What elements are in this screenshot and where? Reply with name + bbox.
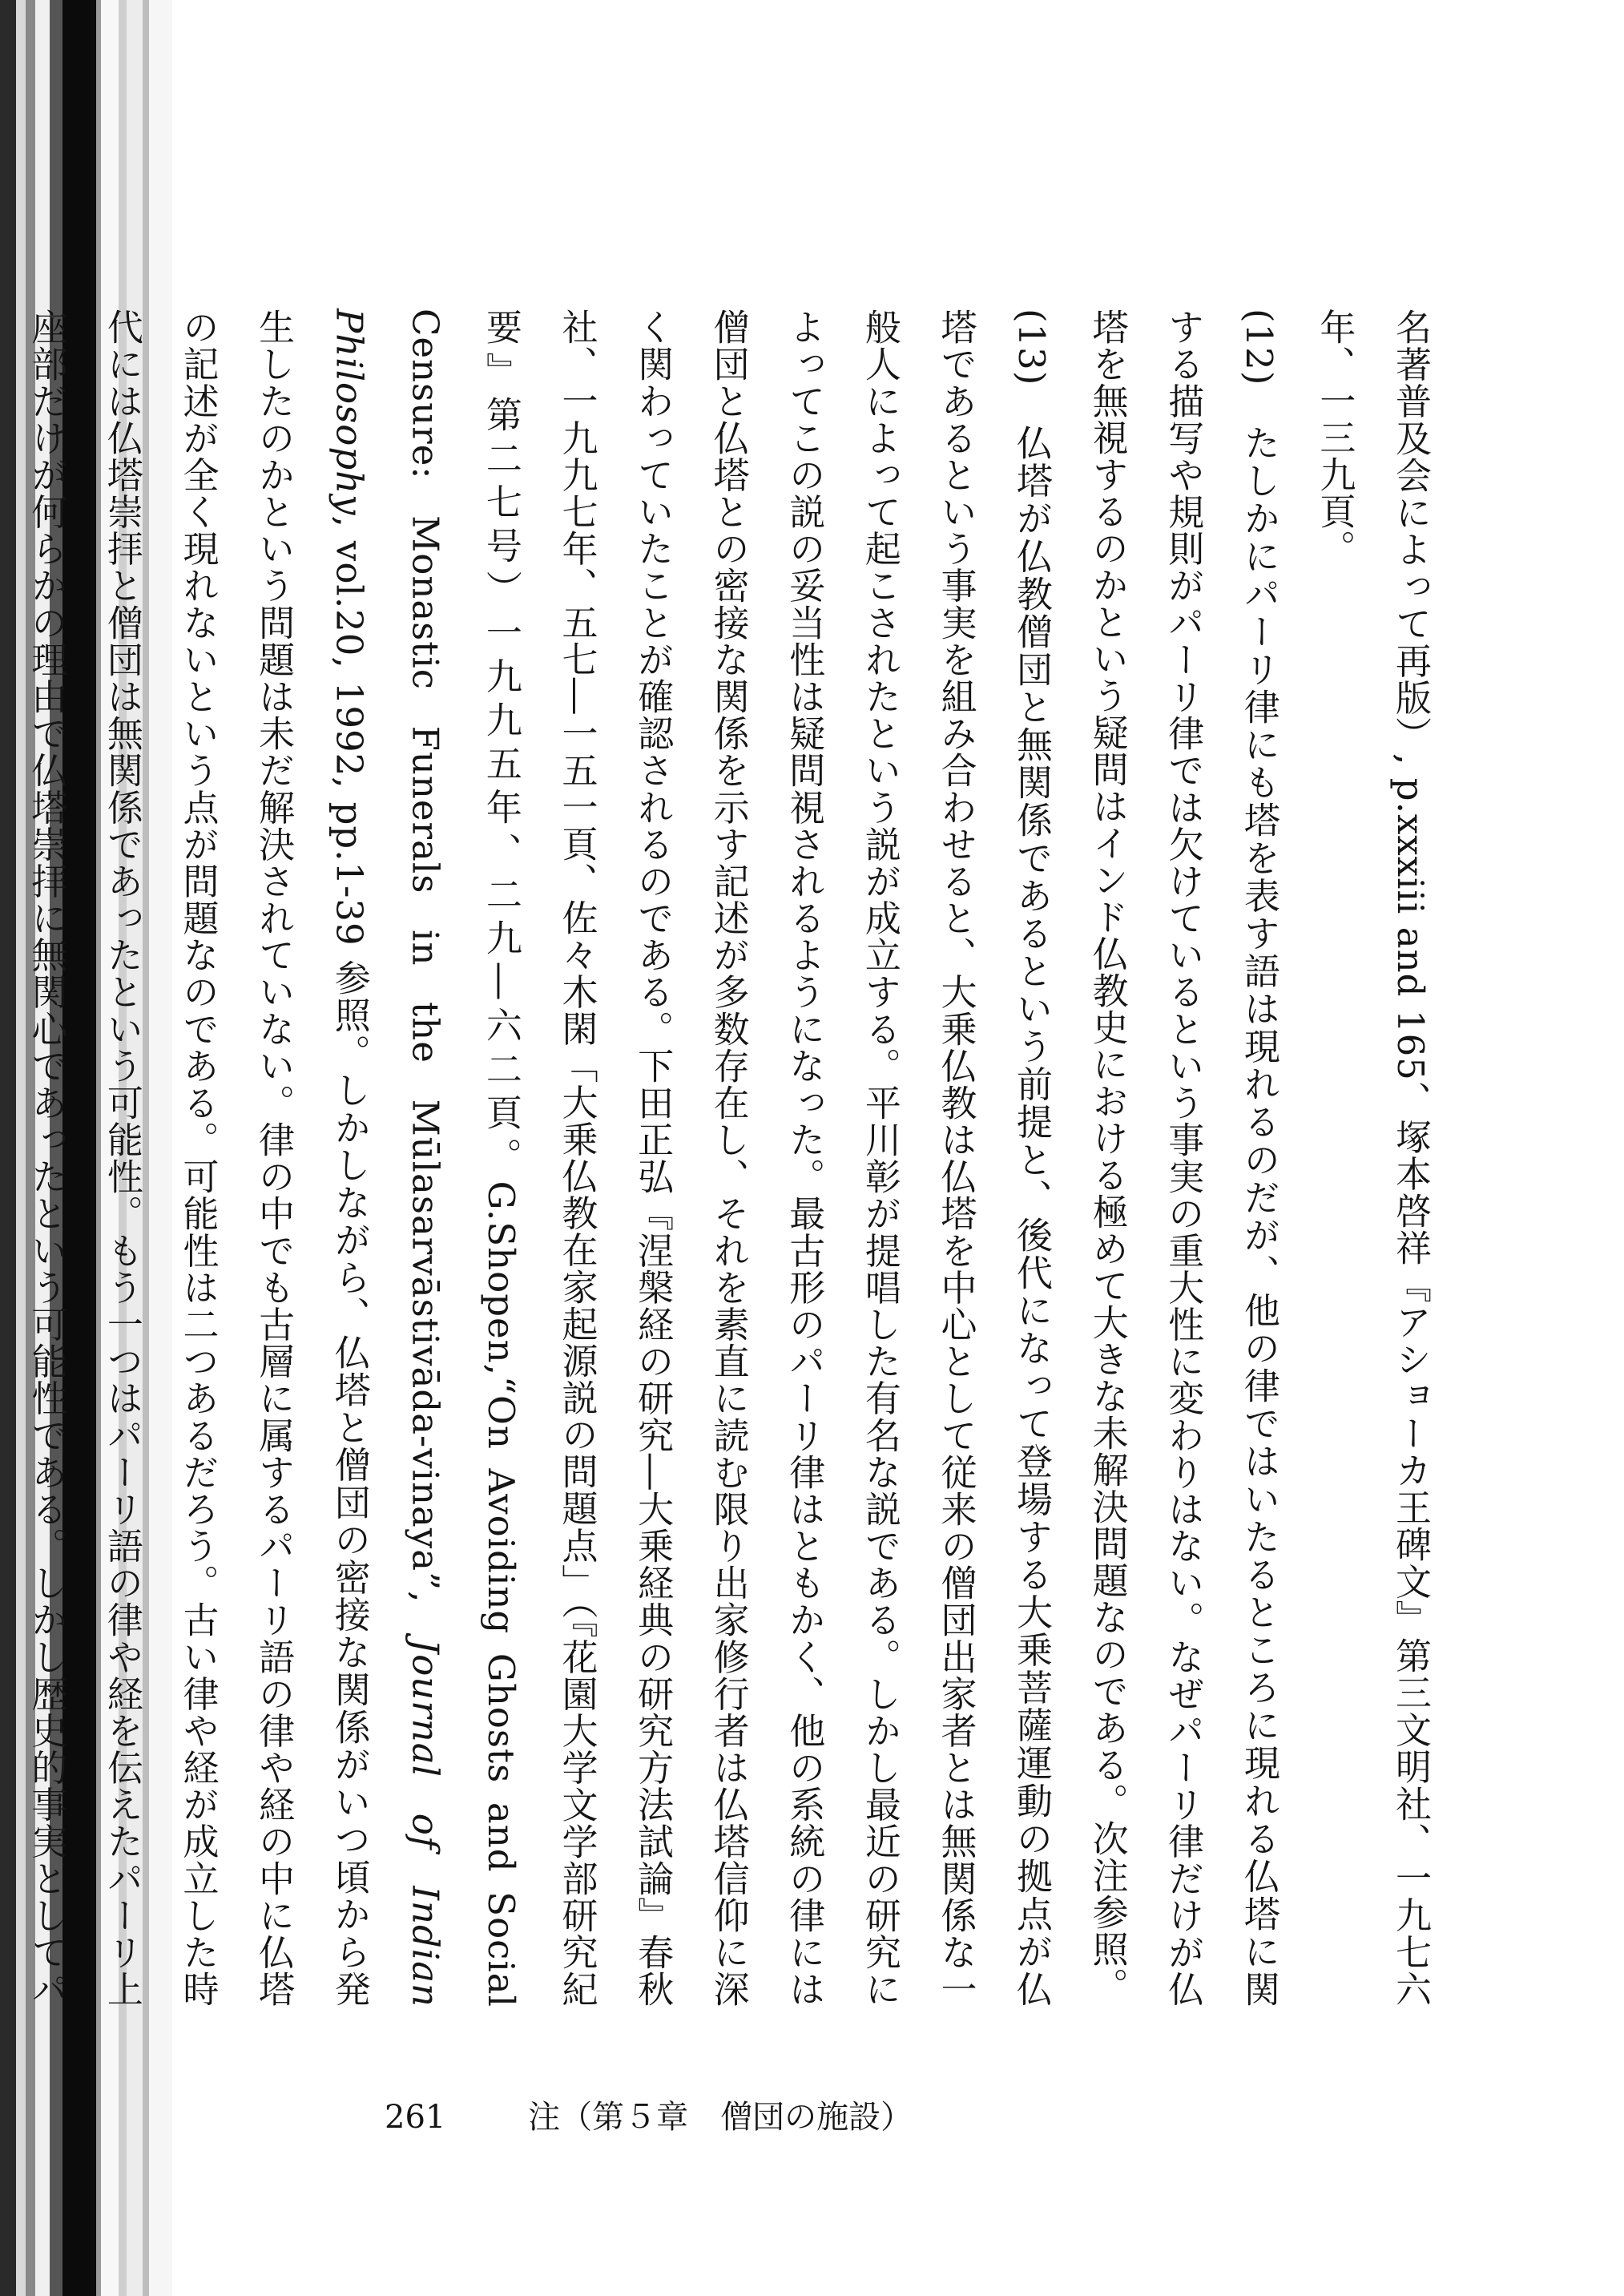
journal-title: Journal of Indian Philosophy — [328, 309, 447, 2008]
note-paragraph — [0, 309, 1069, 2007]
page-footer — [385, 2092, 913, 2137]
note-text: , vol.20, 1992, pp.1-39 参照。しかしながら、仏塔と僧団の密接な関係がいつ頃から発生したのかという問題は未だ解決されていない。律の中でも古層に属するパーリ語の律や経の中に仏塔の記述が全く現れないという点が問題なのである。可能性は二つあるだろう。古い律や経が成立した時代には仏塔崇拝と僧団は無関係であったという可能性。もう一つはパーリ語の律や経を伝えたパーリ上座部だけが何らかの理由で仏塔崇拝に無関心であったという可能性である。しかし歴史的事実としてパ — [25, 309, 371, 2007]
running-head: 注（第５章 僧団の施設） — [528, 2099, 913, 2136]
note-text: (13) 仏塔が仏教僧団と無関係であるという前提と、後代になって登場する大乗菩薩運動の拠点が仏塔であるという事実を組み合わせると、大乗仏教は仏塔を中心として従来の僧団出家者とは無関係な一般人によって起こされたという説が成立する。平川彰が提唱した有名な説である。しかし最近の研究によってこの説の妥当性は疑問視されるようになった。最古形のパーリ律はともかく、他の系統の律には僧団と仏塔との密接な関係を示す記述が多数存在し、それを素直に読む限り出家修行者は仏塔信仰に深く関わっていたことが確認されるのである。下田正弘『涅槃経の研究―大乗経典の研究方法試論』春秋社、一九九七年、五七―一五一頁、佐々木閑「大乗仏教在家起源説の問題点」（『花園大学文学部研究紀要』第二七号）一九九五年、二九―六二頁。G.Shopen,“On Avoiding Ghosts and Social Censure: Monastic Funerals in the Mūlasarvāstivāda-vinaya”, — [404, 309, 1054, 2007]
note-paragraph — [1296, 309, 1448, 2007]
note-text: 名著普及会によって再版）, p.xxxiii and 165、塚本啓祥『アショーカ王碑文』第三文明社、一九七六年、一三九頁。 — [1313, 309, 1432, 2007]
notes-body — [25, 309, 1448, 2008]
note-text: (12) たしかにパーリ律にも塔を表す語は現れるのだが、他の律ではいたるところに現れる仏塔に関する描写や規則がパーリ律では欠けているという事実の重大性に変わりはない。なぜパーリ律だけが仏塔を無視するのかという疑問はインド仏教史における極めて大きな未解決問題なのである。次注参照。 — [1086, 309, 1280, 2007]
note-paragraph — [1069, 309, 1296, 2007]
page-number: 261 — [385, 2099, 446, 2136]
